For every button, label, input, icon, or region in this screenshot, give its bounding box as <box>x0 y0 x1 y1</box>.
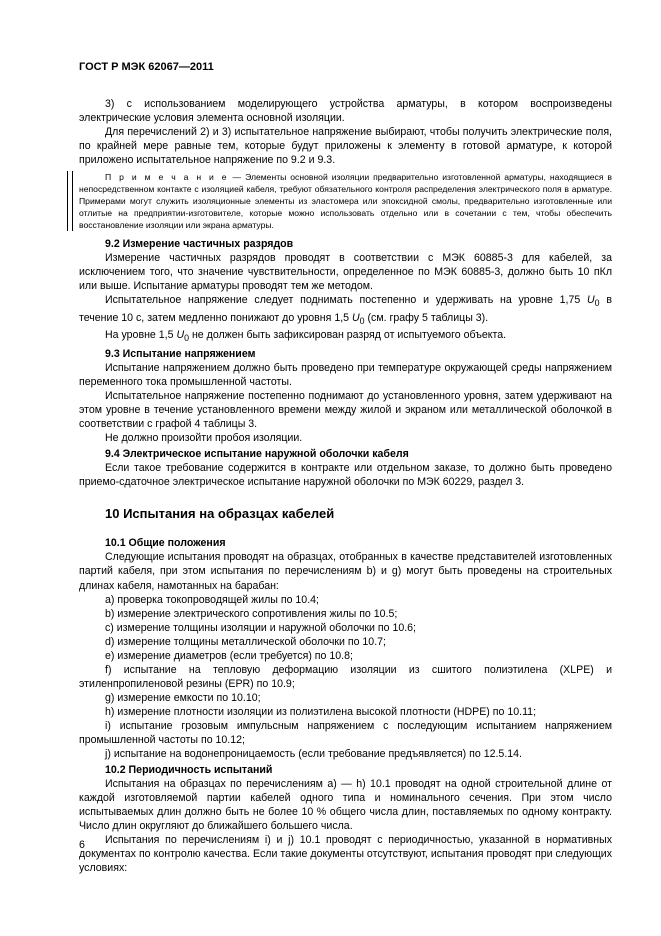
list-item: b) измерение электрического сопротивления жилы по 10.5; <box>105 607 398 620</box>
list-item: c) измерение толщины изоляции и наружной оболочки по 10.6; <box>105 621 417 634</box>
note-label: П р и м е ч а н и е <box>105 172 229 183</box>
paragraph: Испытательное напряжение следует поднимать постепенно и удерживать на уровне 1,75 $U_0$ в течение 10 с, затем медленно понижают до уровня 1,5 $U_0$ (см. графу 5 таблицы 3). <box>79 294 612 326</box>
section-heading-9-3: 9.3 Испытание напряжением <box>105 347 256 360</box>
document-header: ГОСТ Р МЭК 62067—2011 <box>79 61 214 73</box>
section-heading-10-1: 10.1 Общие положения <box>105 537 226 550</box>
paragraph: Следующие испытания проводят на образцах, отобранных в качестве представителей изготовленных партий кабеля, при этом испытания по перечислениям b) и g) могут быть проведены на строительных длинах кабеля, намотанных на барабан: <box>79 551 612 592</box>
change-bar <box>67 171 73 231</box>
paragraph: Испытания по перечислениям i) и j) 10.1 проводят с периодичностью, указанной в нормативных документах по контролю качества. Если такие документы отсутствуют, испытания проводят при следующих условиях: <box>79 834 612 875</box>
list-item: f) испытание на тепловую деформацию изоляции из сшитого полиэтилена (XLPE) и этиленпропиленовой резины (EPR) по 10.9; <box>79 663 612 690</box>
test-list <box>79 593 612 762</box>
page-number: 6 <box>79 839 85 851</box>
list-item: h) измерение плотности изоляции из полиэтилена высокой плотности (HDPE) по 10.11; <box>105 705 537 718</box>
list-item: i) испытание грозовым импульсным напряжением с последующим испытанием напряжением промышленной частоты по 10.12; <box>79 719 612 747</box>
list-item: d) измерение толщины металлической оболочки по 10.7; <box>105 635 386 648</box>
list-item: e) измерение диаметров (если требуется) по 10.8; <box>105 649 353 662</box>
note-block <box>79 171 612 231</box>
paragraph: Для перечислений 2) и 3) испытательное напряжение выбирают, чтобы получить электрические поля, по крайней мере равные тем, которые будут приложены к элементу в готовой арматуре, к которой приложено испытательное напряжение по 9.2 и 9.3. <box>79 126 612 167</box>
paragraph: Не должно произойти пробоя изоляции. <box>105 432 303 445</box>
document-body <box>79 97 612 875</box>
paragraph: 3) с использованием моделирующего устройства арматуры, в котором воспроизведены электрические условия элемента основной изоляции. <box>79 98 612 125</box>
paragraph: Если такое требование содержится в контракте или отдельном заказе, то должно быть проведено приемо-сдаточное электрическое испытание наружной оболочки по МЭК 60229, раздел 3. <box>79 462 612 489</box>
note-text: П р и м е ч а н и е — Элементы основной изоляции предварительно изготовленной арматуры, находящиеся в непосредственном контакте с изоляцией кабеля, требуют обязательного контроля распределения электрического поля в арматуре. Примерами могут служить изоляционные элементы из эластомера или эпоксидной смолы, предварительно изготовленные или отлитые на предприятии-изготовителе, которые можно использовать отдельно или в сочетании с тем, чтобы обеспечить восстановление изоляции или экрана арматуры. <box>79 172 612 231</box>
list-item: a) проверка токопроводящей жилы по 10.4; <box>105 593 319 606</box>
section-heading-10: 10 Испытания на образцах кабелей <box>105 506 335 522</box>
section-heading-10-2: 10.2 Периодичность испытаний <box>105 764 273 777</box>
section-heading-9-2: 9.2 Измерение частичных разрядов <box>105 238 294 251</box>
paragraph: Испытательное напряжение постепенно поднимают до установленного уровня, затем удерживают на этом уровне в течение установленного времени между жилой и экраном или металлической оболочкой в соответствии с графой 4 таблицы 3. <box>79 390 612 431</box>
paragraph: Испытания на образцах по перечислениям a) — h) 10.1 проводят на одной строительной длине от каждой изготовляемой партии кабелей одного типа и номинального сечения. При этом число испытываемых длин должно быть не более 10 % общего числа длин, поставляемых по одному контракту. Число длин округляют до ближайшего большего числа. <box>79 778 612 833</box>
paragraph: Испытание напряжением должно быть проведено при температуре окружающей среды напряжением переменного тока промышленной частоты. <box>79 361 612 388</box>
list-item: g) измерение емкости по 10.10; <box>105 691 261 704</box>
paragraph: Измерение частичных разрядов проводят в соответствии с МЭК 60885-3 для кабелей, за исключением того, что значение чувствительности, определенное по МЭК 60885-3, должно быть 10 пКл или выше. Испытание арматуры проводят тем же методом. <box>79 252 612 293</box>
section-heading-9-4: 9.4 Электрическое испытание наружной оболочки кабеля <box>105 448 409 461</box>
paragraph: На уровне 1,5 $U_0$ не должен быть зафиксирован разряд от испытуемого объекта. <box>105 328 507 343</box>
list-item: j) испытание на водонепроницаемость (если требование предъявляется) по 12.5.14. <box>105 748 522 761</box>
